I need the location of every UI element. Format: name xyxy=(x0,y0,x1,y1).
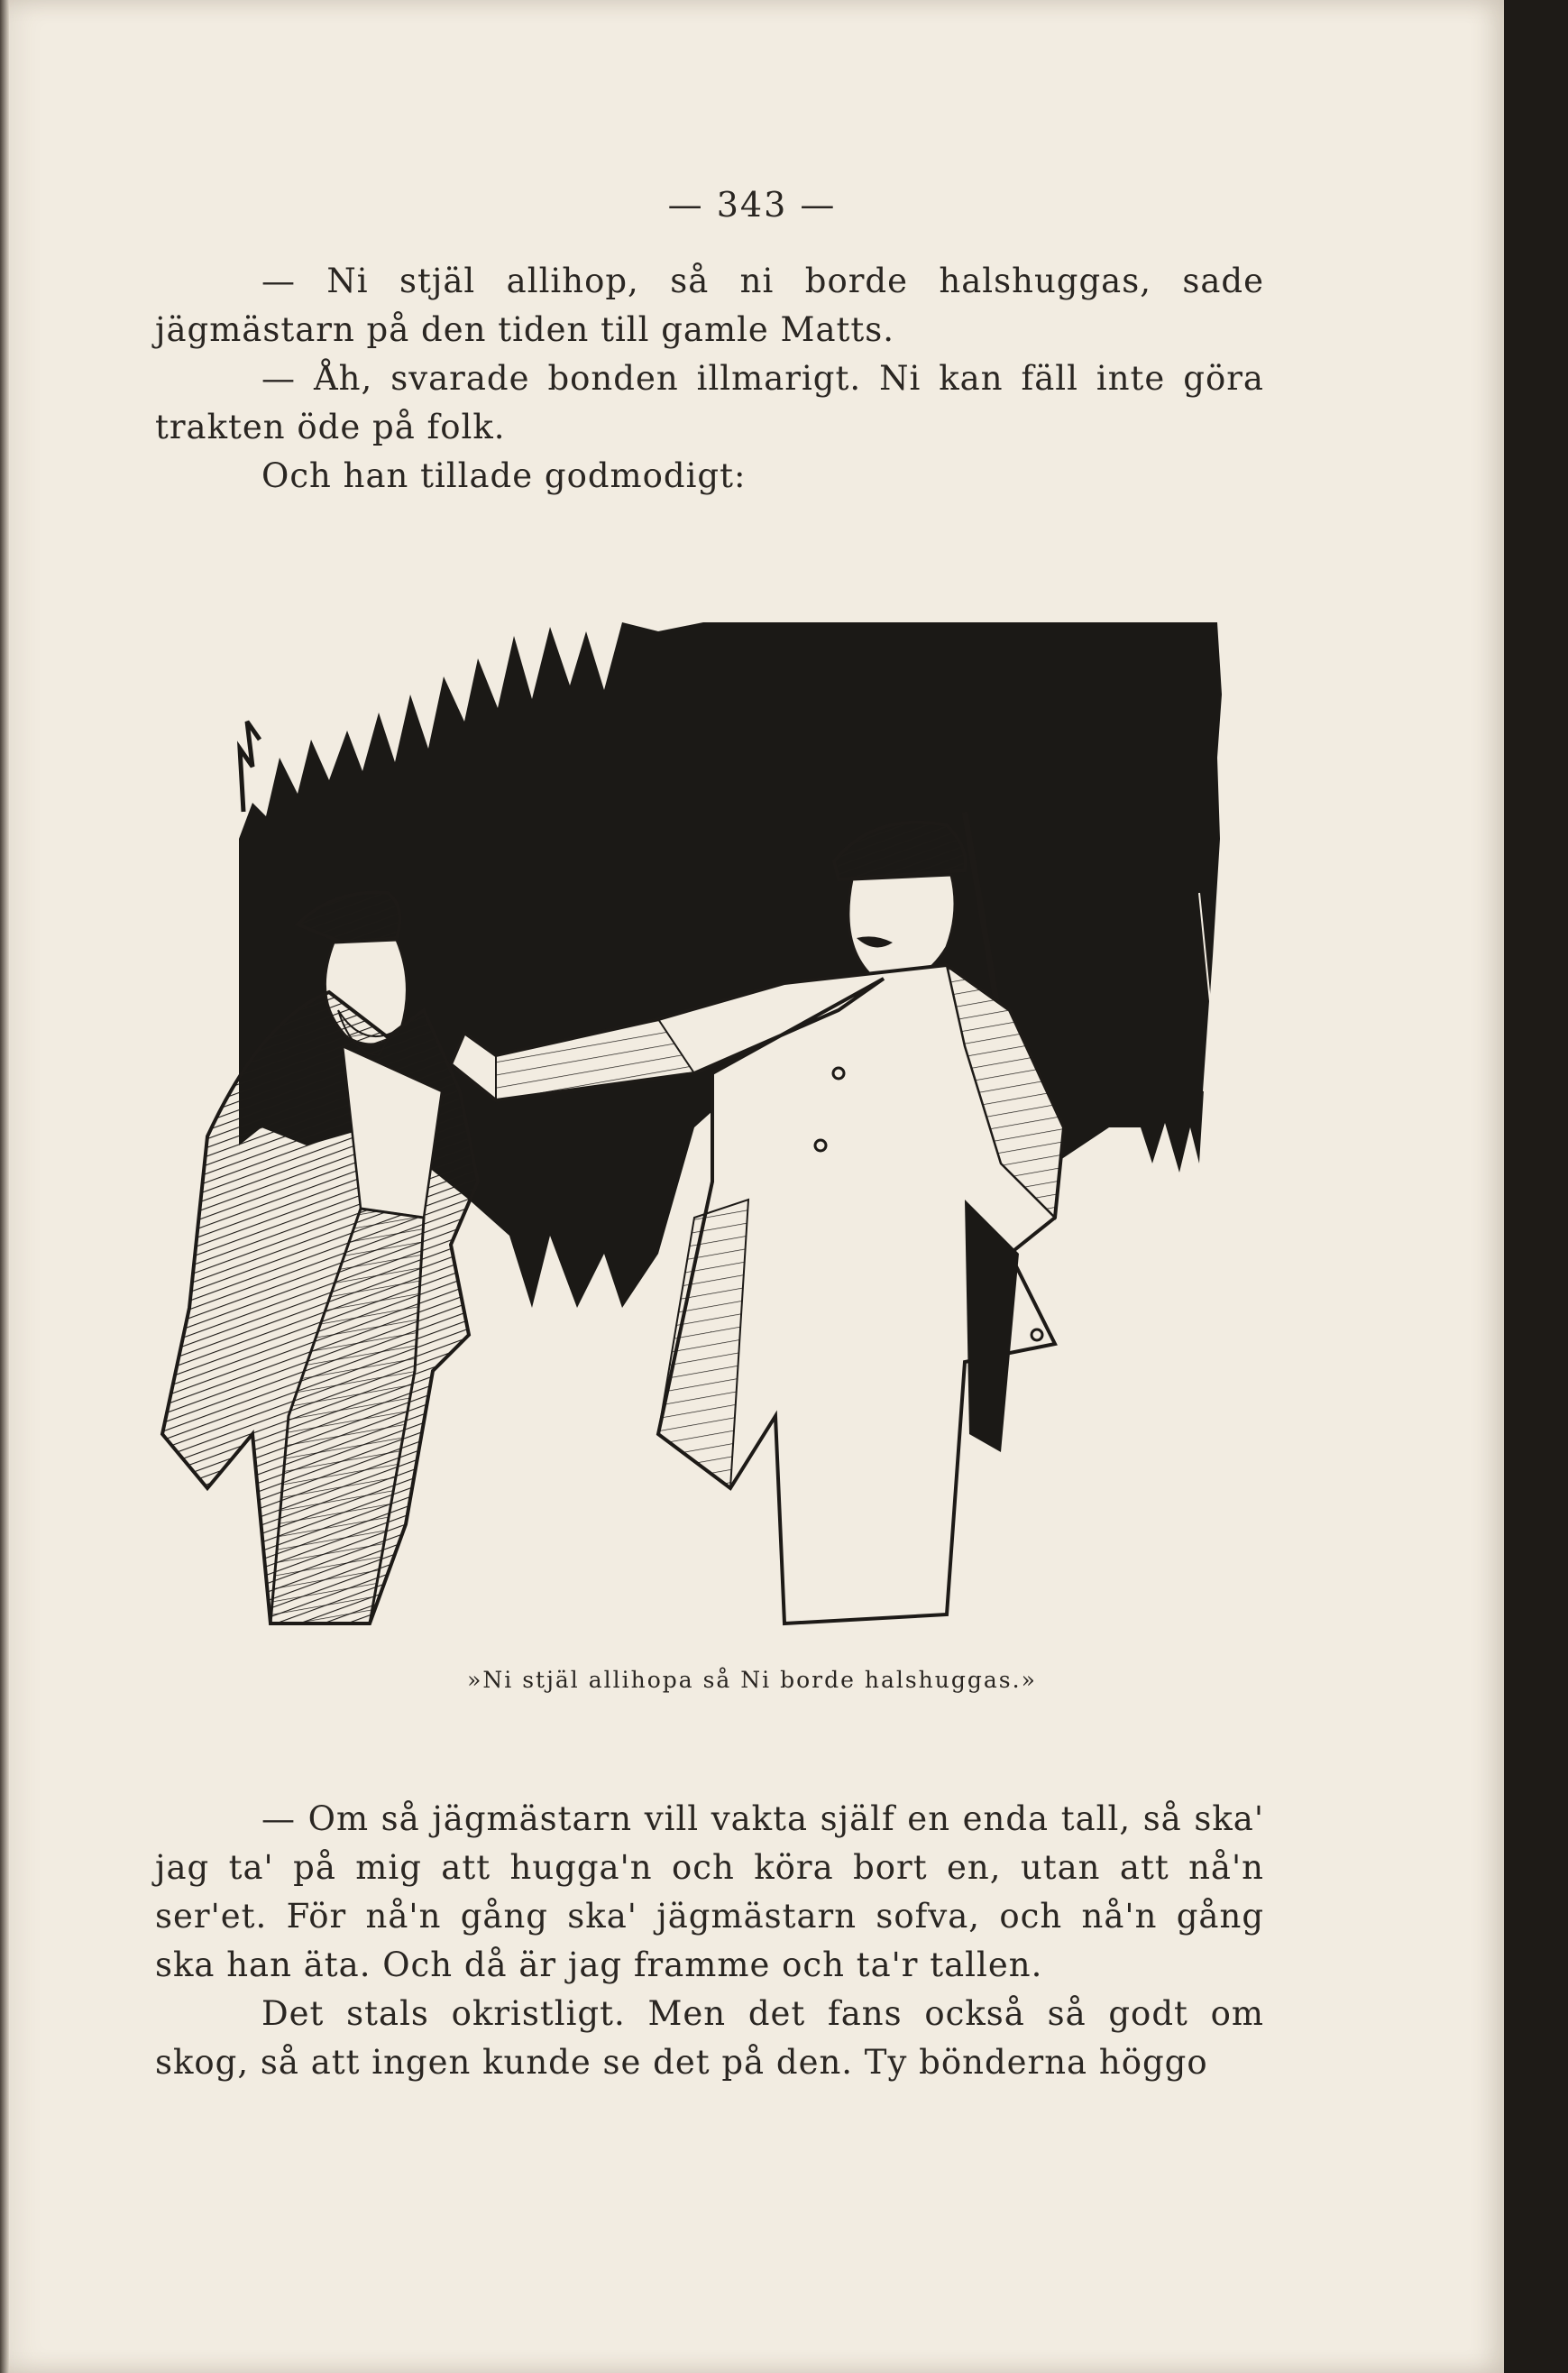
paragraph: Och han tillade godmodigt: xyxy=(261,456,747,495)
illustration-hunter-and-farmer xyxy=(153,622,1235,1633)
text-block-top xyxy=(155,257,1264,501)
page-spine-edge xyxy=(0,0,9,2373)
illustration-caption: »Ni stjäl allihopa så Ni borde halshuggas.» xyxy=(467,1667,1037,1693)
text-block-bottom xyxy=(155,1795,1264,2087)
paragraph: Det stals okristligt. Men det fans också så godt om skog, så att ingen kunde se det på den. Ty bönderna höggo xyxy=(155,1994,1264,2082)
paragraph: — Ni stjäl allihop, så ni borde halshuggas, sade jägmästarn på den tiden till gamle Matts. xyxy=(155,262,1264,349)
paragraph: — Om så jägmästarn vill vakta själf en enda tall, så ska' jag ta' på mig att hugga'n och köra bort en, utan att nå'n ser'et. För nå'n gång ska' jägmästarn sofva, och nå'n gång ska han äta. Och då är jag framme och ta'r tallen. xyxy=(155,1799,1264,1984)
paragraph: — Åh, svarade bonden illmarigt. Ni kan fäll inte göra trakten öde på folk. xyxy=(155,359,1264,446)
page-number: — 343 — xyxy=(667,185,837,225)
